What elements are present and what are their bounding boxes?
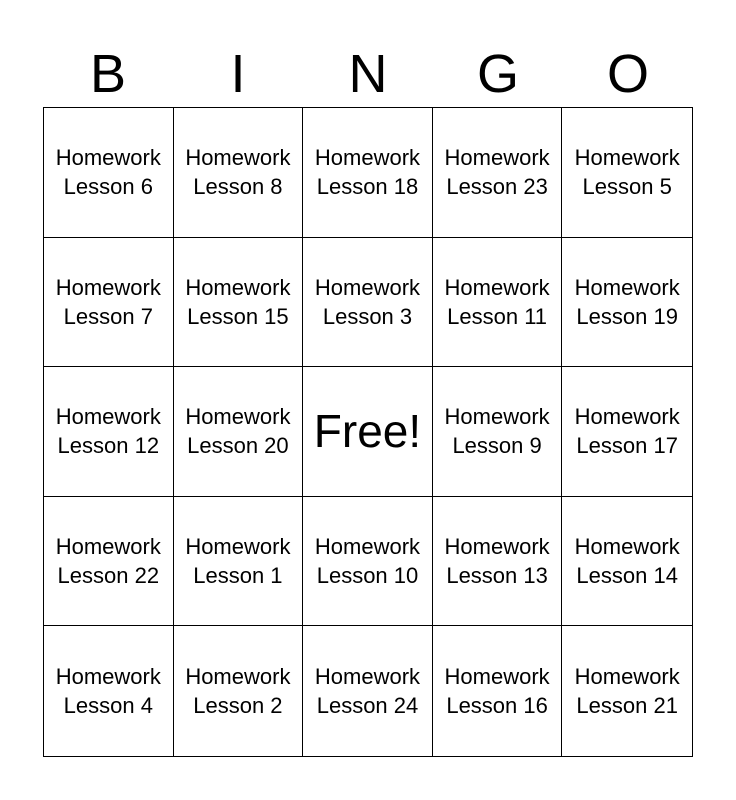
cell-line-2: Lesson 9 bbox=[452, 433, 542, 459]
cell-line-2: Lesson 23 bbox=[446, 174, 548, 200]
cell-line-2: Lesson 12 bbox=[57, 433, 160, 459]
bingo-cell[interactable] bbox=[562, 497, 692, 627]
cell-line-1: Homework bbox=[444, 274, 550, 300]
cell-line-2: Lesson 24 bbox=[316, 693, 419, 719]
cell-line-1: Homework bbox=[574, 145, 680, 171]
bingo-cell[interactable] bbox=[433, 626, 563, 756]
bingo-cell[interactable] bbox=[433, 108, 563, 238]
cell-line-2: Lesson 1 bbox=[193, 563, 283, 589]
cell-line-2: Lesson 17 bbox=[576, 433, 678, 459]
cell-line-1: Homework bbox=[55, 274, 161, 300]
cell-line-1: Homework bbox=[444, 145, 550, 171]
bingo-cell[interactable] bbox=[174, 108, 304, 238]
cell-line-2: Lesson 21 bbox=[576, 693, 678, 719]
bingo-cell[interactable] bbox=[44, 626, 174, 756]
bingo-cell[interactable] bbox=[562, 238, 692, 368]
cell-line-2: Lesson 22 bbox=[57, 563, 160, 589]
bingo-cell[interactable] bbox=[174, 238, 304, 368]
cell-line-2: Lesson 10 bbox=[316, 563, 419, 589]
cell-line-1: Homework bbox=[185, 404, 291, 430]
free-space-cell[interactable] bbox=[303, 367, 433, 497]
cell-line-2: Lesson 16 bbox=[446, 693, 548, 719]
cell-line-1: Homework bbox=[444, 404, 550, 430]
bingo-cell[interactable] bbox=[44, 367, 174, 497]
cell-line-1: Homework bbox=[574, 404, 680, 430]
bingo-cell[interactable] bbox=[562, 626, 692, 756]
cell-line-1: Homework bbox=[574, 664, 680, 690]
cell-line-2: Lesson 18 bbox=[316, 174, 419, 200]
cell-line-1: Homework bbox=[314, 274, 421, 300]
cell-line-1: Homework bbox=[314, 534, 421, 560]
cell-line-2: Lesson 11 bbox=[447, 303, 548, 329]
cell-line-1: Homework bbox=[185, 534, 291, 560]
cell-line-2: Lesson 4 bbox=[63, 693, 153, 719]
cell-line-1: Homework bbox=[314, 145, 421, 171]
cell-line-2: Lesson 8 bbox=[193, 174, 283, 200]
cell-line-1: Homework bbox=[314, 664, 421, 690]
cell-line-1: Homework bbox=[574, 274, 680, 300]
cell-line-2: Lesson 6 bbox=[63, 174, 153, 200]
cell-line-1: Homework bbox=[444, 534, 550, 560]
cell-line-2: Lesson 5 bbox=[582, 174, 672, 200]
bingo-header bbox=[43, 40, 693, 108]
bingo-cell[interactable] bbox=[303, 108, 433, 238]
cell-line-1: Homework bbox=[185, 145, 291, 171]
cell-line-2: Lesson 13 bbox=[446, 563, 548, 589]
bingo-cell[interactable] bbox=[174, 367, 304, 497]
header-letter-n: N bbox=[348, 44, 388, 104]
bingo-cell[interactable] bbox=[433, 367, 563, 497]
cell-line-1: Homework bbox=[55, 145, 161, 171]
cell-line-1: Homework bbox=[444, 664, 550, 690]
bingo-cell[interactable] bbox=[44, 108, 174, 238]
bingo-cell[interactable] bbox=[174, 497, 304, 627]
cell-line-1: Homework bbox=[55, 404, 161, 430]
bingo-cell[interactable] bbox=[303, 497, 433, 627]
cell-line-2: Lesson 2 bbox=[193, 693, 283, 719]
bingo-cell[interactable] bbox=[433, 238, 563, 368]
bingo-cell[interactable] bbox=[174, 626, 304, 756]
bingo-board bbox=[43, 107, 693, 757]
cell-line-2: Lesson 14 bbox=[576, 563, 678, 589]
bingo-cell[interactable] bbox=[44, 238, 174, 368]
bingo-cell[interactable] bbox=[562, 367, 692, 497]
cell-line-1: Free! bbox=[313, 405, 422, 458]
bingo-cell[interactable] bbox=[44, 497, 174, 627]
cell-line-2: Lesson 20 bbox=[187, 433, 289, 459]
cell-line-1: Homework bbox=[55, 664, 161, 690]
bingo-cell[interactable] bbox=[433, 497, 563, 627]
cell-line-2: Lesson 15 bbox=[187, 303, 289, 329]
bingo-cell[interactable] bbox=[562, 108, 692, 238]
cell-line-2: Lesson 7 bbox=[63, 303, 153, 329]
header-letter-b: B bbox=[89, 44, 127, 104]
cell-line-1: Homework bbox=[185, 664, 291, 690]
bingo-cell[interactable] bbox=[303, 626, 433, 756]
header-letter-i: I bbox=[230, 44, 246, 104]
cell-line-2: Lesson 19 bbox=[576, 303, 678, 329]
cell-line-2: Lesson 3 bbox=[322, 303, 413, 329]
cell-line-1: Homework bbox=[55, 534, 161, 560]
bingo-cell[interactable] bbox=[303, 238, 433, 368]
cell-line-1: Homework bbox=[574, 534, 680, 560]
header-letter-g: G bbox=[476, 44, 519, 104]
header-letter-o: O bbox=[606, 44, 649, 104]
cell-line-1: Homework bbox=[185, 274, 291, 300]
